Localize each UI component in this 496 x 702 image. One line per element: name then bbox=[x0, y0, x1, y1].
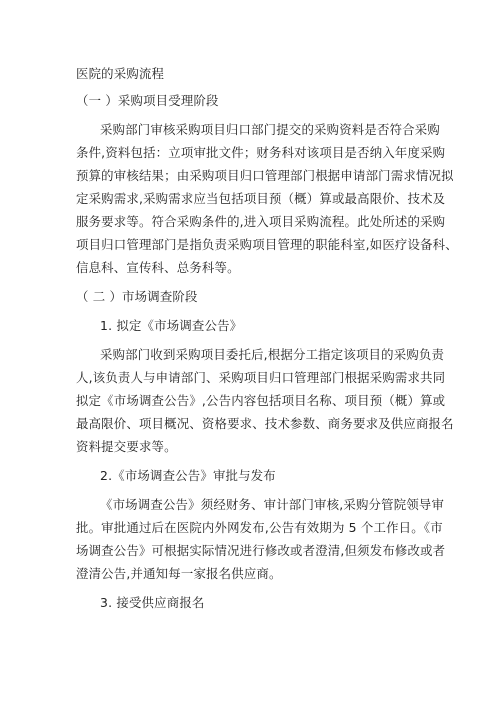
section-1-line: 预算的审核结果；由采购项目归口管理部门根据申请部门需求情况拟 bbox=[76, 168, 454, 183]
item-2-line: 批。审批通过后在医院内外网发布,公告有效期为 5 个工作日。《市 bbox=[76, 520, 443, 535]
item-1-line: 最高限价、项目概况、资格要求、技术参数、商务要求及供应商报名 bbox=[76, 416, 454, 431]
item-1-line: 人,该负责人与申请部门、采购项目归口管理部门根据采购需求共同 bbox=[76, 370, 446, 385]
document-title: 医院的采购流程 bbox=[76, 66, 165, 81]
item-2-line: 《市场调查公告》须经财务、审计部门审核,采购分管院领导审 bbox=[100, 497, 445, 512]
item-2-title: 2.《市场调查公告》审批与发布 bbox=[100, 468, 276, 483]
item-1-line: 采购部门收到采购项目委托后,根据分工指定该项目的采购负责 bbox=[100, 347, 445, 362]
section-1-line: 定采购需求,采购需求应当包括项目预（概）算或最高限价、技术及 bbox=[76, 191, 446, 206]
section-1-line: 采购部门审核采购项目归口部门提交的采购资料是否符合采购 bbox=[100, 122, 440, 137]
section-1-line: 项目归口管理部门是指负责采购项目管理的职能科室,如医疗设备科、 bbox=[76, 237, 458, 252]
section-2-heading: （ 二 ）市场调查阶段 bbox=[76, 289, 198, 304]
item-1-title: 1. 拟定《市场调查公告》 bbox=[100, 318, 243, 333]
section-1-line: 信息科、宣传科、总务科等。 bbox=[76, 260, 240, 275]
item-2-line: 澄清公告,并通知每一家报名供应商。 bbox=[76, 566, 282, 581]
section-1-line: 服务要求等。符合采购条件的,进入项目采购流程。此处所述的采购 bbox=[76, 214, 446, 229]
item-2-line: 场调查公告》可根据实际情况进行修改或者澄清,但须发布修改或者 bbox=[76, 543, 446, 558]
item-3-title: 3. 接受供应商报名 bbox=[100, 595, 205, 610]
item-1-line: 拟定《市场调查公告》,公告内容包括项目名称、项目预（概）算或 bbox=[76, 393, 446, 408]
section-1-line: 条件,资料包括：立项审批文件；财务科对该项目是否纳入年度采购 bbox=[76, 145, 446, 160]
section-1-heading: （一 ）采购项目受理阶段 bbox=[76, 93, 219, 108]
item-1-line: 资料提交要求等。 bbox=[76, 439, 177, 454]
